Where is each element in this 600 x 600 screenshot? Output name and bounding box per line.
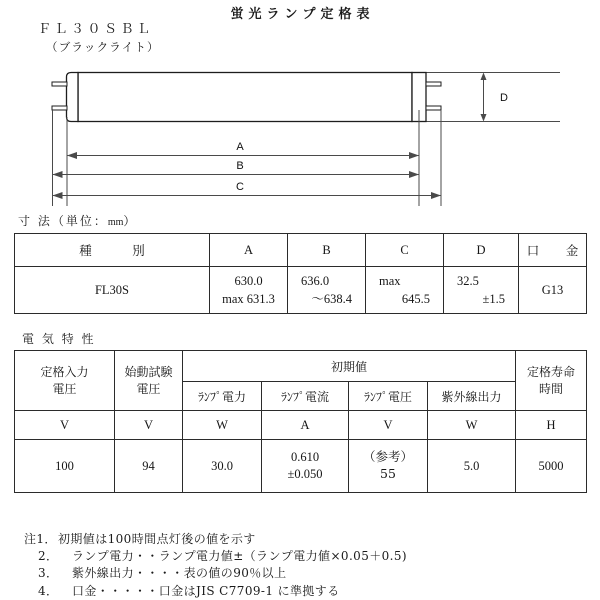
dimension-label-b: B bbox=[236, 160, 244, 172]
unit-lamp-power: W bbox=[183, 411, 262, 440]
cell-c-line2: 645.5 bbox=[401, 292, 430, 306]
header-rated-input-voltage bbox=[15, 351, 115, 411]
dimension-label-d: D bbox=[500, 92, 508, 104]
cell-a bbox=[210, 267, 288, 314]
value-rated-life: 5000 bbox=[516, 440, 587, 493]
header-base: 口 金 bbox=[519, 234, 587, 267]
note-text: ランプ電力・・ランプ電力値±（ランプ電力値×0.05＋0.5) bbox=[72, 549, 407, 564]
dimensions-table-header-row bbox=[15, 234, 587, 267]
note-number: 4． bbox=[38, 583, 59, 598]
header-c: C bbox=[366, 234, 444, 267]
cell-a-line2: max 631.3 bbox=[222, 292, 275, 306]
cell-kind: FL30S bbox=[15, 267, 210, 314]
electrical-characteristics-table bbox=[14, 350, 587, 493]
page-title: 蛍光ランプ定格表 bbox=[230, 7, 375, 22]
dimensions-table bbox=[14, 233, 587, 314]
dimension-label-c: C bbox=[236, 181, 244, 193]
header-lamp-power: ﾗﾝﾌﾟ電力 bbox=[183, 382, 262, 411]
electrical-units-row bbox=[15, 411, 587, 440]
note-item bbox=[24, 531, 584, 548]
header-lamp-voltage: ﾗﾝﾌﾟ電圧 bbox=[349, 382, 428, 411]
value-lamp-power: 30.0 bbox=[183, 440, 262, 493]
unit-rated-life: H bbox=[516, 411, 587, 440]
table-row bbox=[15, 267, 587, 314]
value-lamp-voltage bbox=[349, 440, 428, 493]
note-item bbox=[24, 565, 584, 582]
cell-d-line1: 32.5 bbox=[457, 273, 479, 288]
cell-b-line1: 636.0 bbox=[301, 273, 330, 288]
value-lamp-voltage-line1: （参考） bbox=[362, 449, 413, 465]
dimensions-caption-tail: ） bbox=[123, 214, 138, 228]
lamp-diagram bbox=[0, 58, 600, 210]
header-kind: 種 別 bbox=[15, 234, 210, 267]
value-lamp-current-line1: 0.610 bbox=[290, 450, 320, 465]
dimensions-caption-unit: mm bbox=[107, 217, 124, 228]
cell-c bbox=[366, 267, 444, 314]
note-text: 紫外線出力・・・・表の値の90％以上 bbox=[72, 566, 287, 581]
cell-c-line1: max bbox=[379, 273, 401, 288]
value-rated-input-voltage: 100 bbox=[15, 440, 115, 493]
note-text: 初期値は100時間点灯後の値を示す bbox=[58, 532, 256, 546]
value-lamp-current-line2: ±0.050 bbox=[287, 467, 323, 481]
header-starting-test-voltage bbox=[115, 351, 183, 411]
cell-b-line2: 〜638.4 bbox=[311, 292, 352, 306]
electrical-header-row-1 bbox=[15, 351, 587, 382]
cell-b bbox=[288, 267, 366, 314]
header-d: D bbox=[444, 234, 519, 267]
header-a: A bbox=[210, 234, 288, 267]
header-rated-life bbox=[516, 351, 587, 411]
unit-lamp-voltage: V bbox=[349, 411, 428, 440]
header-rated-life-line2: 時間 bbox=[539, 381, 564, 396]
cell-a-line1: 630.0 bbox=[234, 273, 263, 288]
electrical-section-caption: 電 気 特 性 bbox=[22, 332, 96, 346]
header-lamp-current: ﾗﾝﾌﾟ電流 bbox=[262, 382, 349, 411]
table-row bbox=[15, 440, 587, 493]
value-starting-test-voltage: 94 bbox=[115, 440, 183, 493]
model-identification bbox=[38, 20, 160, 56]
header-rated-input-voltage-line2: 電圧 bbox=[52, 381, 77, 396]
value-lamp-current bbox=[262, 440, 349, 493]
unit-uv-output: W bbox=[428, 411, 516, 440]
model-number: ＦＬ３０ＳＢＬ bbox=[38, 21, 154, 36]
header-rated-input-voltage-line1: 定格入力 bbox=[40, 365, 89, 380]
value-lamp-voltage-line2: 55 bbox=[380, 466, 396, 481]
note-number: 注1． bbox=[24, 532, 57, 546]
note-number: 3． bbox=[38, 566, 59, 581]
note-text: 口金・・・・・口金はJIS C7709-1 に準拠する bbox=[72, 583, 340, 598]
header-starting-test-voltage-line1: 始動試験 bbox=[124, 365, 173, 380]
dimension-label-a: A bbox=[236, 141, 244, 153]
notes-list bbox=[24, 531, 584, 600]
header-initial-values-group: 初期値 bbox=[183, 351, 516, 382]
header-rated-life-line1: 定格寿命 bbox=[527, 365, 576, 380]
cell-d-line2: ±1.5 bbox=[482, 292, 505, 306]
header-b: B bbox=[288, 234, 366, 267]
dimensions-caption-main: 寸 法（単位： bbox=[18, 214, 108, 228]
unit-lamp-current: A bbox=[262, 411, 349, 440]
cell-d bbox=[444, 267, 519, 314]
unit-rated-input-voltage: V bbox=[15, 411, 115, 440]
note-item bbox=[24, 583, 584, 600]
header-starting-test-voltage-line2: 電圧 bbox=[136, 381, 161, 396]
header-uv-output: 紫外線出力 bbox=[428, 382, 516, 411]
cell-base: G13 bbox=[519, 267, 587, 314]
model-description: （ブラックライト） bbox=[46, 39, 160, 54]
note-number: 2． bbox=[38, 549, 59, 564]
value-uv-output: 5.0 bbox=[428, 440, 516, 493]
unit-starting-test-voltage: V bbox=[115, 411, 183, 440]
note-item bbox=[24, 548, 584, 565]
dimensions-section-caption bbox=[18, 212, 137, 229]
